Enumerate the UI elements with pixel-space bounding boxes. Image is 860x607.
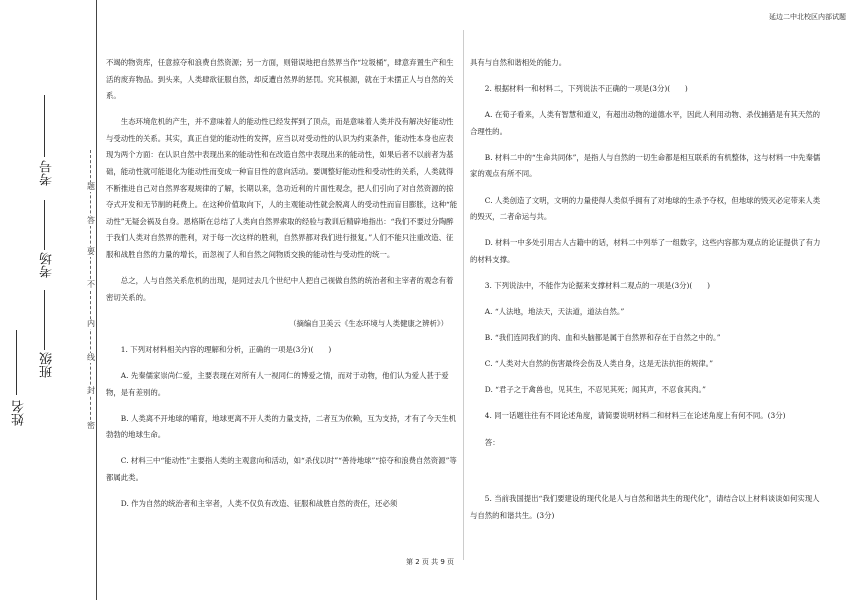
binding-line (96, 0, 97, 600)
seal-char: 答 (87, 216, 95, 225)
room-label: 考场 (40, 252, 55, 278)
source-citation: （摘编自卫美云《生态环境与人类健康之辨析》） (289, 318, 448, 328)
id-label: 考号 (40, 160, 55, 186)
option-a: A. 在荀子看来，人类有智慧和道义，有超出动物的道德水平，因此人利用动物、杀伐捕猎是有其天然的合理性的。 (470, 110, 821, 136)
seal-char: 线 (87, 353, 95, 362)
room-blank[interactable] (44, 200, 45, 250)
seal-char: 不 (87, 280, 95, 289)
question-3: 3. 下列说法中，不能作为论据来支撑材料二观点的一项是(3分)( ) (484, 280, 710, 290)
option-b: B. “我们连同我们的肉、血和头脑都是属于自然界和存在于自然之中的。” (484, 333, 721, 343)
paragraph: 总之，人与自然关系危机的出现，是同过去几个世纪中人把自己视做自然的统治者和主宰者的观念有着密切关系的。 (106, 276, 454, 302)
name-label: 姓名 (12, 400, 27, 426)
option-b: B. 人类离不开地球的哺育，地球更离不开人类的力量支持，二者互为依赖，互为支持，才有了今天生机勃勃的地球生命。 (106, 413, 457, 440)
question-1: 1. 下列对材料相关内容的理解和分析，正确的一项是(3分)( ) (120, 344, 332, 354)
seal-char: 题 (87, 182, 95, 191)
option-a: A. 先秦儒家崇尚仁爱，主要表现在对所有人一视同仁的博爱之情，而对于动物，他们认为爱人甚于爱物，是有差别的。 (106, 371, 449, 397)
option-d: D. “君子之于禽兽也，见其生，不忍见其死；闻其声，不忍食其肉。” (484, 385, 706, 395)
answer-prompt[interactable]: 答： (484, 437, 500, 447)
class-label: 班级 (40, 352, 55, 378)
option-c: C. 材料三中“能动性”主要指人类的主观意向和活动，如“杀伐以时”“善待地球”“掠夺和浪费自然资源”等都属此类。 (106, 456, 457, 482)
seal-char: 要 (87, 247, 95, 256)
id-blank[interactable] (44, 95, 45, 157)
column-divider (463, 30, 464, 560)
name-blank[interactable] (16, 330, 17, 395)
binding-margin (0, 0, 98, 607)
option-b: B. 材料二中的“生命共同体”，是指人与自然的一切生命都是相互联系的有机整体，这与材料一中先秦儒家的观点有所不同。 (470, 152, 821, 179)
seal-char: 内 (87, 319, 95, 328)
class-blank[interactable] (44, 290, 45, 350)
paragraph: 不竭的物资库，任意掠夺和浪费自然资源；另一方面，则错误地把自然界当作“垃圾桶”，肆意弃置生产和生活的废弃物品。到头来，人类肆欲征服自然，却反遭自然界的惩罚。究其根源，就在于未摆正人与自然的关系。 (106, 58, 454, 101)
option-d: D. 材料一中多处引用古人古籍中的话，材料二中列举了一组数字，这些内容都为观点的论证提供了有力的材料支撑。 (470, 238, 821, 264)
option-d: D. 作为自然的统治者和主宰者，人类不仅负有改造、征服和战胜自然的责任，还必须 (120, 499, 398, 509)
question-4: 4. 同一话题往往有不同论述角度，请简要说明材料二和材料三在论述角度上有何不同。(3分) (484, 411, 786, 421)
question-5: 5. 当前我国提出“我们要建设的现代化是人与自然和谐共生的现代化”，请结合以上材料谈谈如何实现人与自然的和谐共生。(3分) (470, 494, 820, 520)
option-c: C. “人类对大自然的伤害最终会伤及人类自身，这是无法抗拒的规律。” (484, 359, 714, 369)
paragraph: 生态环境危机的产生，并不意味着人的能动性已经发挥到了顶点，而是意味着人类并没有解决好能动性与受动性的关系。其实，真正自觉的能动性的发挥，应当以对受动性的认识为约束条件，能动性本身也应表现为两个方面：在认识自然中表现出来的能动性和在改造自然中表现出来的能动性，如果后者不以前者为基础，能动性就可能退化为能动性而变成一种盲目性的意向活动。要调整好能动性和受动性的关系，人类就得不断推进自己对自然界客观规律的了解，长期以来，急功近利的片面性观念，把人们引向了对自然资源的掠夺式开发和无节制的耗费上。在这种价值取向下，人的主观能动性就会脱离人的受动性而盲目膨胀，这种“能动性”无疑会祸及自身。恩格斯在总结了人类向自然界索取的经验与教训后精辟地指出：“我们不要过分陶醉于我们人类对自然界的胜利，对于每一次这样的胜利，自然界都对我们进行报复。”人们不能只注重改造、征服和战胜自然的力量的增长，而忽视了人和自然之间物质交换的能动性与受动性的统一。 (106, 117, 458, 260)
seal-char: 密 (87, 421, 95, 430)
option-a: A. “人法地，地法天，天法道，道法自然。” (484, 307, 625, 317)
left-column (106, 55, 458, 513)
question-2: 2. 根据材料一和材料二，下列说法不正确的一项是(3分)( ) (484, 84, 688, 94)
page-number: 第 2 页 共 9 页 (405, 558, 455, 566)
option-c: C. 人类创造了文明，文明的力量使得人类似乎拥有了对地球的生杀予夺权，但地球的毁灭必定带来人类的毁灭，二者命运与共。 (470, 195, 821, 222)
paragraph-continued: 具有与自然和谐相处的能力。 (470, 58, 567, 67)
school-note: 延边二中北校区内部试题 (769, 13, 846, 21)
seal-char: 封 (87, 386, 95, 395)
right-column (470, 55, 824, 524)
